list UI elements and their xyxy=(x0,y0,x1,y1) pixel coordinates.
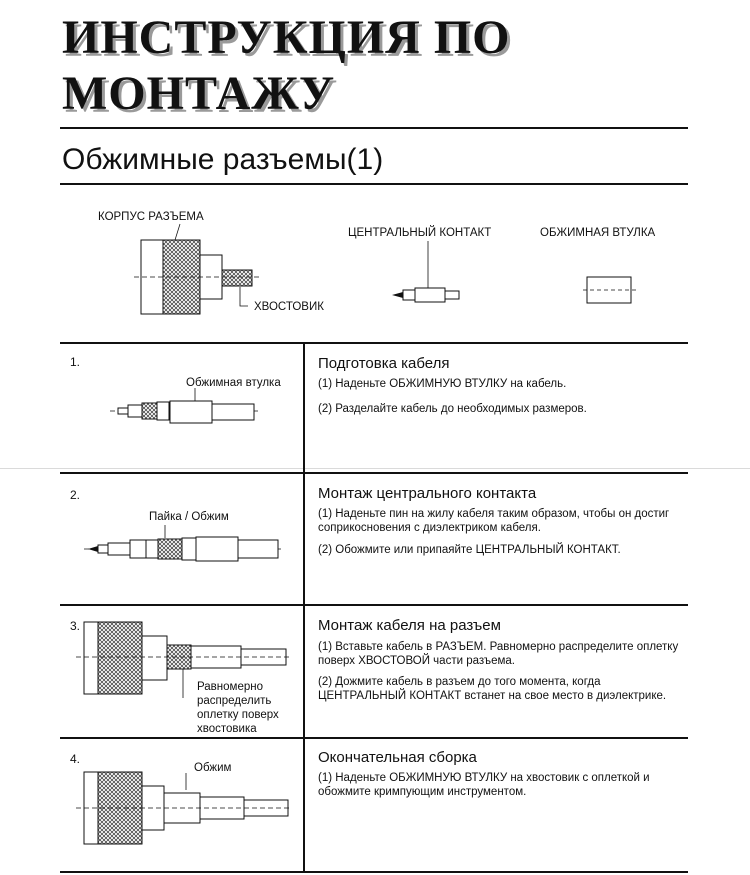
center-contact-label: ЦЕНТРАЛЬНЫЙ КОНТАКТ xyxy=(348,227,492,239)
title-line-1: ИНСТРУКЦИЯ ПО xyxy=(62,11,511,64)
step2-line-2: (2) Обожмите или припаяйте ЦЕНТРАЛЬНЫЙ КОНТАКТ. xyxy=(318,544,621,556)
step3-number: 3. xyxy=(70,619,81,633)
step1-line-2: (2) Разделайте кабель до необходимых размеров. xyxy=(318,403,587,415)
step2-line-1: (1) Наденьте пин на жилу кабеля таким образом, чтобы он достиг соприкосновения с диэлектриком кабеля. xyxy=(318,508,670,534)
step3-diagram-label: Равномерно распределить оплетку поверх хвостовика xyxy=(197,681,279,735)
step3-line-2: (2) Дожмите кабель в разъем до того момента, когда ЦЕНТРАЛЬНЫЙ КОНТАКТ встанет на свое место в диэлектрике. xyxy=(318,676,667,702)
step2-diagram-label: Пайка / Обжим xyxy=(149,511,229,523)
step4-drawing xyxy=(76,772,292,844)
step1-drawing xyxy=(110,388,258,423)
crimp-sleeve-drawing xyxy=(583,277,636,303)
tail-label: ХВОСТОВИК xyxy=(254,301,324,313)
step2-title: Монтаж центрального контакта xyxy=(318,485,537,502)
step4-number: 4. xyxy=(70,752,81,766)
center-contact-drawing xyxy=(392,241,459,302)
connector-body-drawing xyxy=(134,224,262,314)
title-line-2: МОНТАЖУ xyxy=(62,67,336,120)
step1-line-1: (1) Наденьте ОБЖИМНУЮ ВТУЛКУ на кабель. xyxy=(318,378,567,390)
page-subtitle: Обжимные разъемы(1) xyxy=(62,143,384,176)
step3-line-1: (1) Вставьте кабель в РАЗЪЕМ. Равномерно распределите оплетку поверх ХВОСТОВОЙ части разъема. xyxy=(318,641,679,667)
step4-diagram-label: Обжим xyxy=(194,762,232,774)
step1-diagram-label: Обжимная втулка xyxy=(186,377,281,389)
connector-body-label: КОРПУС РАЗЪЕМА xyxy=(98,211,204,223)
step2-drawing xyxy=(84,525,282,561)
step4-line-1: (1) Наденьте ОБЖИМНУЮ ВТУЛКУ на хвостовик с оплеткой и обожмите кримпующим инструментом. xyxy=(318,772,650,798)
step2-number: 2. xyxy=(70,488,81,502)
step1-number: 1. xyxy=(70,355,81,369)
crimp-sleeve-label: ОБЖИМНАЯ ВТУЛКА xyxy=(540,227,656,239)
step4-title: Окончательная сборка xyxy=(318,749,477,766)
step1-title: Подготовка кабеля xyxy=(318,355,450,372)
step3-title: Монтаж кабеля на разъем xyxy=(318,617,501,634)
